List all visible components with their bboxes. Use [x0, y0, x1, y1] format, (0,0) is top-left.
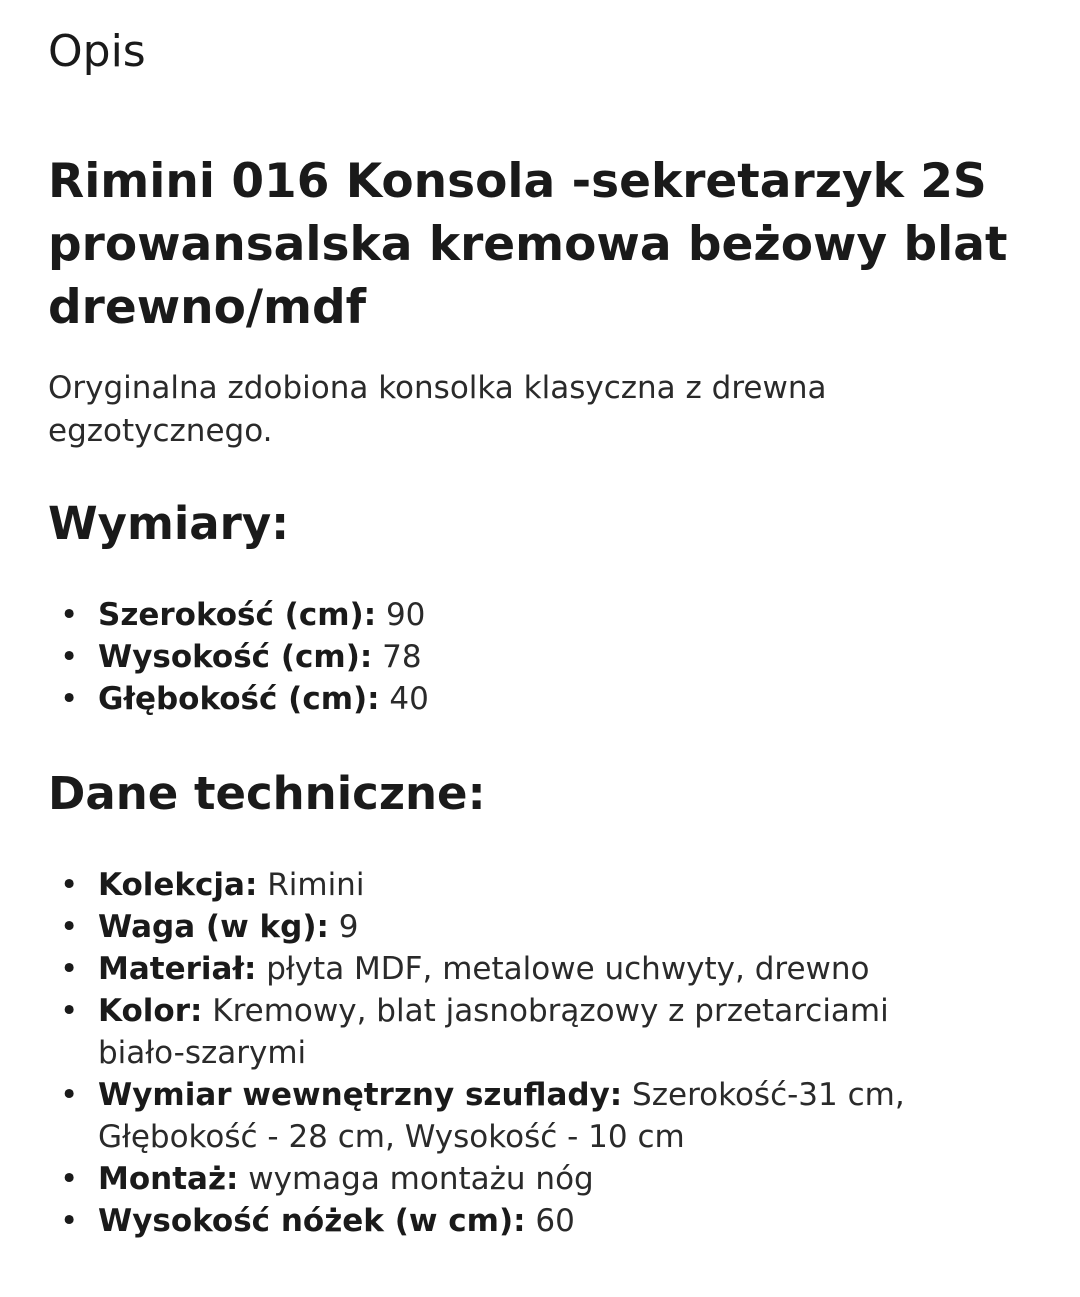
- bullet-icon: •: [60, 951, 79, 987]
- spec-value: 78: [372, 639, 422, 675]
- spec-label: Kolekcja:: [98, 867, 258, 903]
- list-item: [48, 948, 948, 990]
- technical-list: [48, 864, 948, 1242]
- list-item: [48, 990, 948, 1074]
- bullet-icon: •: [60, 639, 79, 675]
- spec-value: Szerokość-31 cm, Głębokość - 28 cm, Wysokość - 10 cm: [98, 1077, 905, 1155]
- spec-value: płyta MDF, metalowe uchwyty, drewno: [256, 951, 870, 987]
- spec-label: Wysokość nóżek (w cm):: [98, 1203, 526, 1239]
- spec-value: 90: [376, 597, 426, 633]
- spec-label: Montaż:: [98, 1161, 239, 1197]
- section-label: Opis: [48, 26, 146, 77]
- spec-value: 9: [328, 909, 359, 945]
- spec-value: Kremowy, blat jasnobrązowy z przetarciami biało-szarymi: [98, 993, 889, 1071]
- bullet-icon: •: [60, 1203, 79, 1239]
- bullet-icon: •: [60, 909, 79, 945]
- dimensions-list: [48, 594, 948, 720]
- product-title: Rimini 016 Konsola -sekretarzyk 2S prowansalska kremowa beżowy blat drewno/mdf: [48, 154, 1008, 335]
- bullet-icon: •: [60, 1077, 79, 1113]
- list-item: [48, 906, 948, 948]
- list-item: [48, 864, 948, 906]
- spec-label: Wymiar wewnętrzny szuflady:: [98, 1077, 623, 1113]
- technical-heading: Dane techniczne:: [48, 767, 486, 820]
- list-item: [48, 1158, 948, 1200]
- bullet-icon: •: [60, 597, 79, 633]
- list-item: [48, 678, 948, 720]
- spec-value: 60: [525, 1203, 575, 1239]
- spec-label: Wysokość (cm):: [98, 639, 373, 675]
- spec-label: Głębokość (cm):: [98, 681, 380, 717]
- list-item: [48, 636, 948, 678]
- list-item: [48, 594, 948, 636]
- list-item: [48, 1074, 948, 1158]
- dimensions-heading: Wymiary:: [48, 497, 290, 550]
- list-item: [48, 1200, 948, 1242]
- spec-value: wymaga montażu nóg: [238, 1161, 594, 1197]
- spec-label: Waga (w kg):: [98, 909, 329, 945]
- spec-value: 40: [379, 681, 429, 717]
- bullet-icon: •: [60, 1161, 79, 1197]
- spec-label: Materiał:: [98, 951, 257, 987]
- bullet-icon: •: [60, 993, 79, 1029]
- spec-label: Kolor:: [98, 993, 203, 1029]
- bullet-icon: •: [60, 681, 79, 717]
- spec-label: Szerokość (cm):: [98, 597, 377, 633]
- spec-value: Rimini: [257, 867, 365, 903]
- product-intro: Oryginalna zdobiona konsolka klasyczna z drewna egzotycznego.: [48, 370, 827, 449]
- bullet-icon: •: [60, 867, 79, 903]
